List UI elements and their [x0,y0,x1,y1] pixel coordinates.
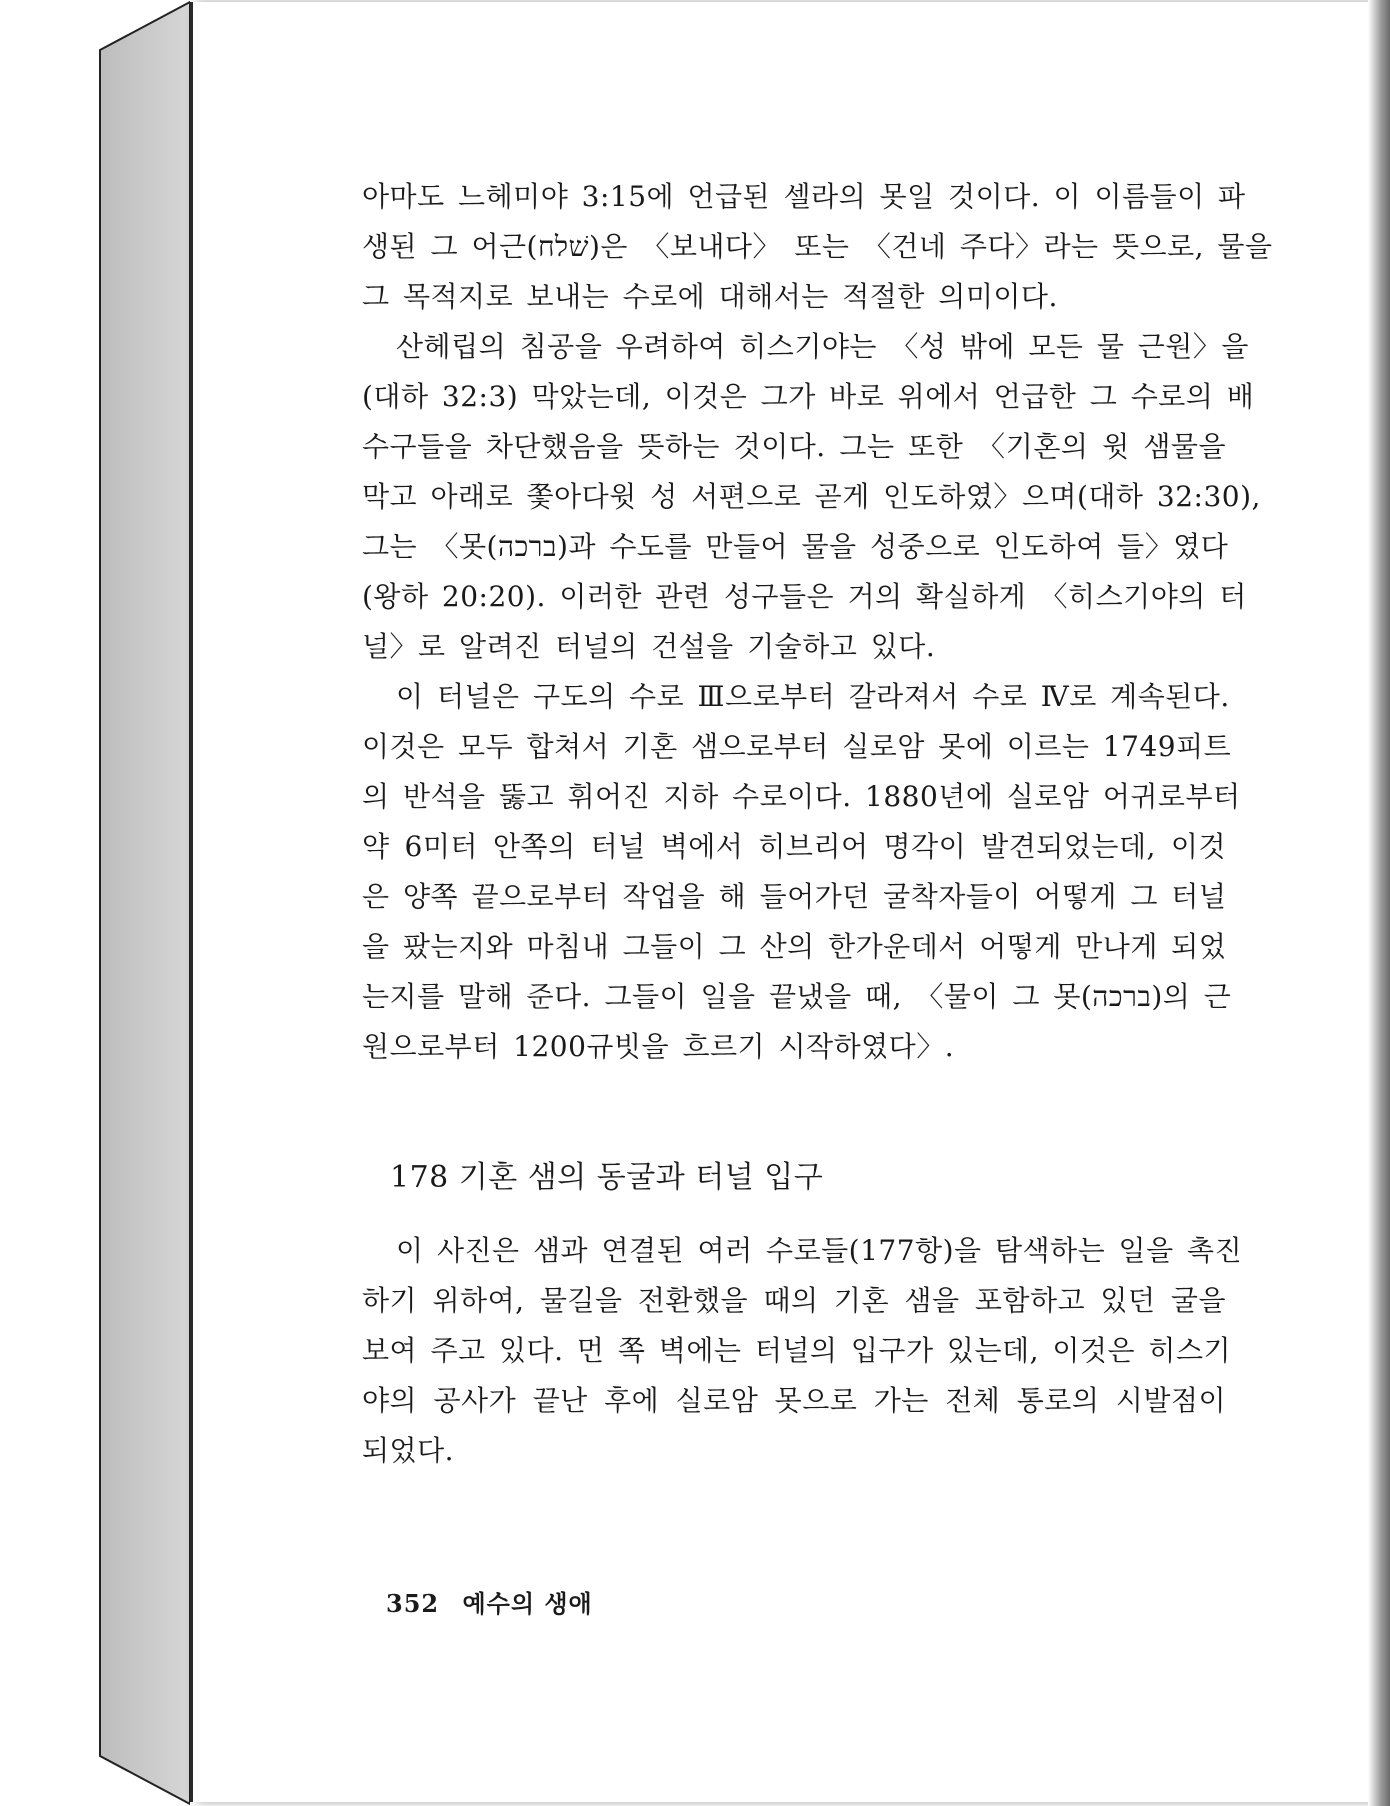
text-line: 이 사진은 샘과 연결된 여러 수로들(177항)을 탐색하는 일을 촉진 [396,1234,1243,1267]
section-heading: 178 기혼 샘의 동굴과 터널 입구 [390,1160,824,1195]
text-line: 하기 위하여, 물길을 전환했을 때의 기혼 샘을 포함하고 있던 굴을 [362,1284,1226,1317]
paragraph-1 [362,172,1273,322]
text-line: 널〉로 알려진 터널의 건설을 기술하고 있다. [362,630,936,663]
text-line: 보여 주고 있다. 먼 쪽 벽에는 터널의 입구가 있는데, 이것은 히스기 [362,1334,1232,1367]
text-line: 막고 아래로 쫓아다윗 성 서편으로 곧게 인도하였〉으며(대하 32:30), [362,480,1261,513]
text-line: (왕하 20:20). 이러한 관련 성구들은 거의 확실하게 〈히스기야의 터 [362,580,1247,613]
page-right-shadow [1368,0,1390,1806]
text-line: 산헤립의 침공을 우려하여 히스기야는 〈성 밖에 모든 물 근원〉을 [396,330,1249,363]
page-number: 352 [386,1589,440,1618]
section-body [362,1226,1243,1476]
text-line: 원으로부터 1200규빗을 흐르기 시작하였다〉. [362,1030,955,1063]
text-line: 의 반석을 뚫고 휘어진 지하 수로이다. 1880년에 실로암 어귀로부터 [362,780,1241,813]
page-footer [386,1584,593,1619]
text-line: 이 터널은 구도의 수로 Ⅲ으로부터 갈라져서 수로 Ⅳ로 계속된다. [396,680,1230,713]
text-line: 아마도 느헤미야 3:15에 언급된 셀라의 못일 것이다. 이 이름들이 파 [362,180,1246,213]
paragraph-2 [362,322,1261,672]
text-line: 은 양쪽 끝으로부터 작업을 해 들어가던 굴착자들이 어떻게 그 터널 [362,880,1227,913]
text-line: 그는 〈못(ברכה)과 수도를 만들어 물을 성중으로 인도하여 들〉였다 [362,530,1229,563]
main-text [362,172,1273,1072]
book-title: 예수의 생애 [462,1589,593,1618]
paragraph-4 [362,1226,1243,1476]
text-line: 는지를 말해 준다. 그들이 일을 끝냈을 때, 〈물이 그 못(ברכה)의 근 [362,980,1232,1013]
text-line: 그 목적지로 보내는 수로에 대해서는 적절한 의미이다. [362,280,1058,313]
text-line: 이것은 모두 합쳐서 기혼 샘으로부터 실로암 못에 이르는 1749피트 [362,730,1232,763]
text-line: 수구들을 차단했음을 뜻하는 것이다. 그는 또한 〈기혼의 윗 샘물을 [362,430,1226,463]
book-edge [98,0,190,1806]
text-line: (대하 32:3) 막았는데, 이것은 그가 바로 위에서 언급한 그 수로의 배 [362,380,1255,413]
paragraph-3 [362,672,1241,1072]
text-line: 약 6미터 안쪽의 터널 벽에서 히브리어 명각이 발견되었는데, 이것 [362,830,1226,863]
text-line: 되었다. [362,1434,455,1467]
text-line: 야의 공사가 끝난 후에 실로암 못으로 가는 전체 통로의 시발점이 [362,1384,1226,1417]
text-line: 생된 그 어근(שׁלח)은 〈보내다〉 또는 〈건네 주다〉라는 뜻으로, 물을 [362,230,1273,263]
text-line: 을 팠는지와 마침내 그들이 그 산의 한가운데서 어떻게 만나게 되었 [362,930,1227,963]
